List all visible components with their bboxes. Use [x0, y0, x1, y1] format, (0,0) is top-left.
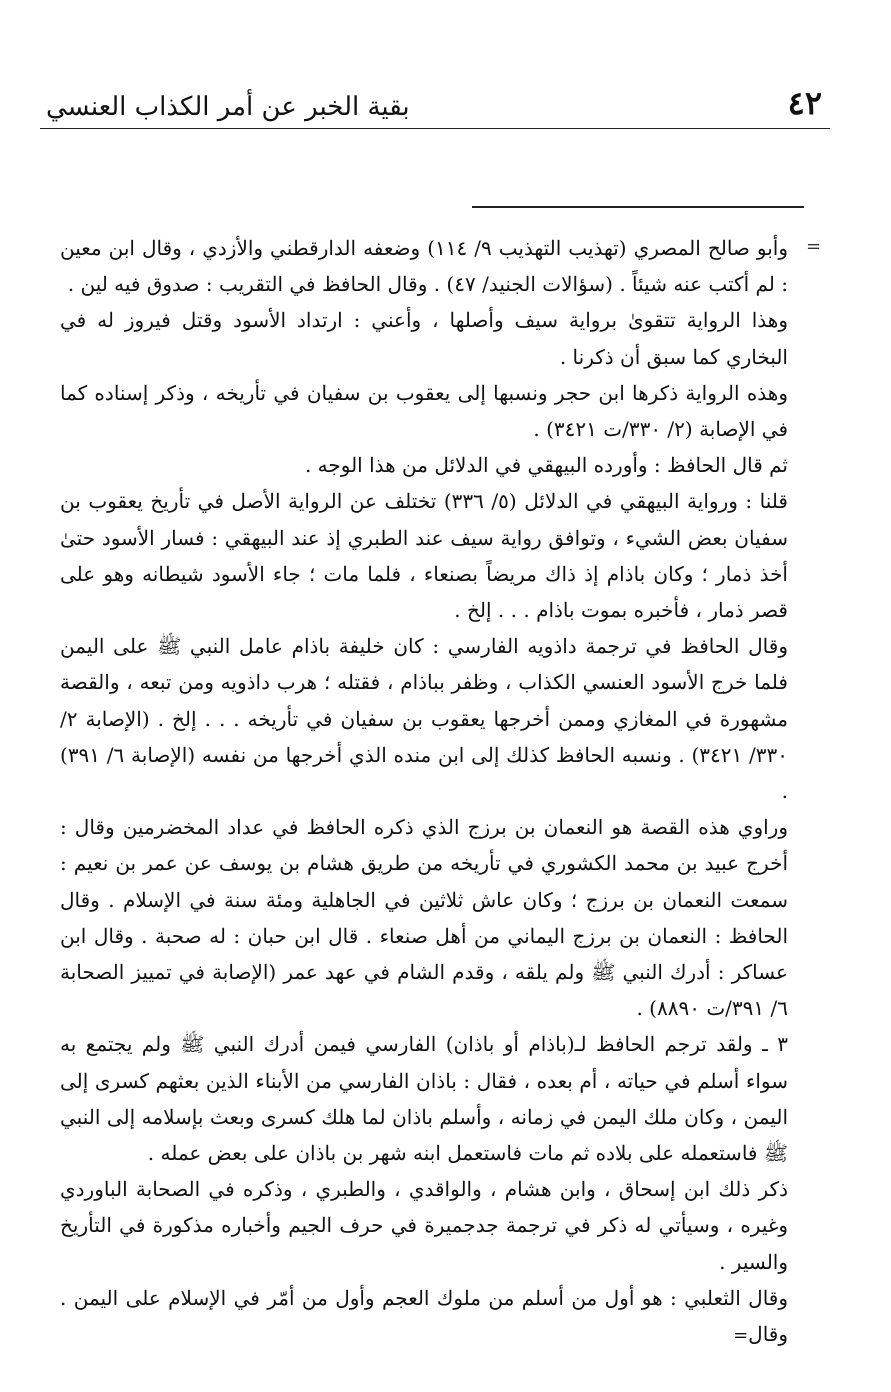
footnote-body — [60, 230, 788, 1354]
end-mark: = — [733, 1325, 749, 1347]
page-header — [40, 78, 830, 129]
page-number: ٤٢ — [787, 84, 822, 122]
paragraph: قلنا : ورواية البيهقي في الدلائل (٥/ ٣٣٦) تختلف عن الرواية الأصل في تأريخ يعقوب بن سفيان بعض الشيء ، وتوافق رواية سيف عند الطبري إذ عند البيهقي : فسار الأسود حتىٰ أخذ ذمار ؛ وكان باذام إذ ذاك مريضاً بصنعاء ، فلما مات ؛ جاء الأسود شيطانه وهو على قصر ذمار ، فأخبره بموت باذام . . . إلخ . — [60, 489, 788, 623]
paragraph: وهذه الرواية ذكرها ابن حجر ونسبها إلى يعقوب بن سفيان في تأريخه ، وذكر إسناده كما في الإصابة (٢/ ٣٣٠/ت ٣٤٢١) . — [60, 380, 788, 442]
paragraph: وأبو صالح المصري (تهذيب التهذيب ٩/ ١١٤) وضعفه الدارقطني والأزدي ، وقال ابن معين : لم أكتب عنه شيئاً . (سؤالات الجنيد/ ٤٧) . وقال الحافظ في التقريب : صدوق فيه لين . — [60, 236, 788, 297]
paragraph: ذكر ذلك ابن إسحاق ، وابن هشام ، والواقدي ، والطبري ، وذكره في الصحابة الباوردي وغيره ، وسيأتي له ذكر في ترجمة جدجميرة في حرف الجيم وأخباره مذكورة في التأريخ والسير . — [60, 1177, 788, 1274]
paragraph: ثم قال الحافظ : وأورده البيهقي في الدلائل من هذا الوجه . — [304, 453, 788, 478]
paragraph: ٣ ـ ولقد ترجم الحافظ لـ(باذام أو باذان) الفارسي فيمن أدرك النبي ﷺ ولم يجتمع به سواء أسلم في حياته ، أم بعده ، فقال : باذان الفارسي من الأبناء الذين بعثهم كسرى إلى اليمن ، وكان ملك اليمن في زمانه ، وأسلم باذان لما هلك كسرى وبعث بإسلامه إلى النبي ﷺ فاستعمله على بلاده ثم مات فاستعمل ابنه شهر بن باذان على بعض عمله . — [60, 1032, 788, 1166]
running-title: بقية الخبر عن أمر الكذاب العنسي — [46, 92, 410, 122]
paragraph: وراوي هذه القصة هو النعمان بن برزج الذي ذكره الحافظ في عداد المخضرمين وقال : أخرج عبيد بن محمد الكشوري في تأريخه من طريق هشام بن يوسف عن عمر بن نعيم : سمعت النعمان بن برزج ؛ وكان عاش ثلاثين في الجاهلية ومئة سنة في الإسلام . وقال الحافظ : النعمان بن برزج اليماني من أهل صنعاء . قال ابن حبان : له صحبة . وقال ابن عساكر : أدرك النبي ﷺ ولم يلقه ، وقدم الشام في عهد عمر (الإصابة في تمييز الصحابة ٦/ ٣٩١/ت ٨٨٩٠) . — [60, 815, 788, 1021]
paragraph-last — [60, 1280, 788, 1354]
paragraph-last-text: وقال الثعلبي : هو أول من أسلم من ملوك العجم وأول من أمّر في الإسلام على اليمن . وقال — [60, 1285, 788, 1347]
paragraph: وقال الحافظ في ترجمة داذويه الفارسي : كان خليفة باذام عامل النبي ﷺ على اليمن فلما خرج الأسود العنسي الكذاب ، وظفر بباذام ، فقتله ؛ هرب داذويه ومن تبعه ، والقصة مشهورة في المغازي وممن أخرجها يعقوب بن سفيان في تأريخه . . . إلخ . (الإصابة ٢/ ٣٣٠/ ٣٤٢١) . ونسبه الحافظ كذلك إلى ابن منده الذي أخرجها من نفسه (الإصابة ٦/ ٣٩١) . — [60, 634, 788, 804]
continuation-mark: = — [806, 236, 822, 257]
footnote-separator — [472, 206, 804, 208]
paragraph: وهذا الرواية تتقوىٰ برواية سيف وأصلها ، وأعني : ارتداد الأسود وقتل فيروز له في البخاري كما سبق أن ذكرنا . — [60, 308, 788, 369]
